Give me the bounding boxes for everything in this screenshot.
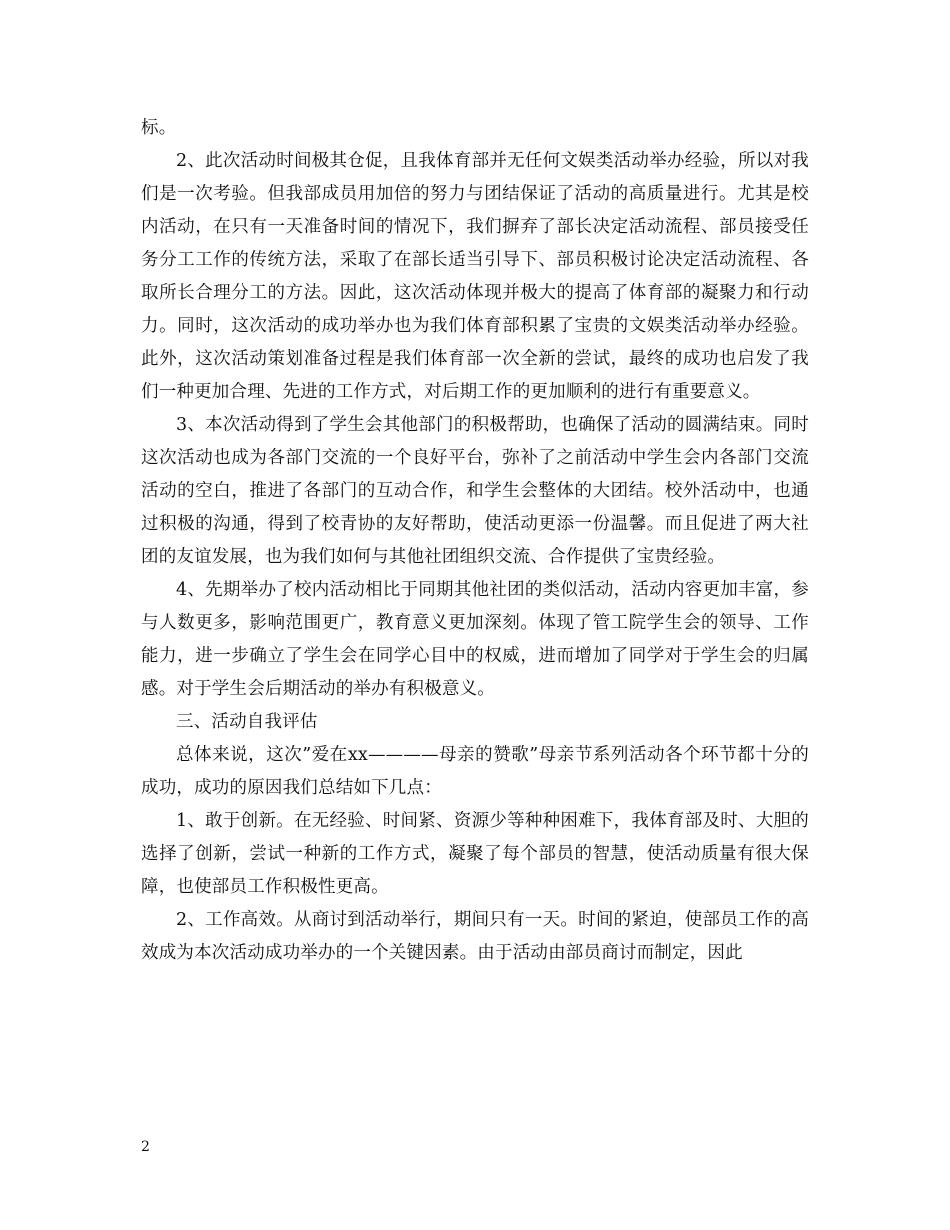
paragraph-point-4: 4、先期举办了校内活动相比于同期其他社团的类似活动，活动内容更加丰富，参与人数更多，影响范围更广，教育意义更加深刻。体现了管工院学生会的领导、工作能力，进一步确立了学生会在同学心目中的权威，进而增加了同学对于学生会的归属感。对于学生会后期活动的举办有积极意义。: [141, 580, 809, 699]
paragraph-evaluation-2: 2、工作高效。从商讨到活动举行，期间只有一天。时间的紧迫，使部员工作的高效成为本次活动成功举办的一个关键因素。由于活动由部员商讨而制定，因此: [141, 910, 809, 963]
section-heading-self-evaluation: 三、活动自我评估: [176, 712, 318, 732]
document-body: [141, 112, 809, 970]
paragraph-continuation: 标。: [141, 118, 177, 138]
paragraph-evaluation-1: 1、敢于创新。在无经验、时间紧、资源少等种种困难下，我体育部及时、大胆的选择了创新，尝试一种新的工作方式，凝聚了每个部员的智慧，使活动质量有很大保障，也使部员工作积极性更高。: [141, 811, 809, 897]
paragraph-point-2: 2、此次活动时间极其仓促，且我体育部并无任何文娱类活动举办经验，所以对我们是一次考验。但我部成员用加倍的努力与团结保证了活动的高质量进行。尤其是校内活动，在只有一天准备时间的情况下，我们摒弃了部长决定活动流程、部员接受任务分工工作的传统方法，采取了在部长适当引导下、部员积极讨论决定活动流程、各取所长合理分工的方法。因此，这次活动体现并极大的提高了体育部的凝聚力和行动力。同时，这次活动的成功举办也为我们体育部积累了宝贵的文娱类活动举办经验。此外，这次活动策划准备过程是我们体育部一次全新的尝试，最终的成功也启发了我们一种更加合理、先进的工作方式，对后期工作的更加顺利的进行有重要意义。: [141, 151, 809, 402]
paragraph-summary: 总体来说，这次”爱在xx————母亲的赞歌”母亲节系列活动各个环节都十分的成功，成功的原因我们总结如下几点：: [141, 745, 809, 798]
page-number: 2: [141, 1139, 150, 1155]
paragraph-point-3: 3、本次活动得到了学生会其他部门的积极帮助，也确保了活动的圆满结束。同时这次活动也成为各部门交流的一个良好平台，弥补了之前活动中学生会内各部门交流活动的空白，推进了各部门的互动合作，和学生会整体的大团结。校外活动中，也通过积极的沟通，得到了校青协的友好帮助，使活动更添一份温馨。而且促进了两大社团的友谊发展，也为我们如何与其他社团组织交流、合作提供了宝贵经验。: [141, 415, 809, 567]
